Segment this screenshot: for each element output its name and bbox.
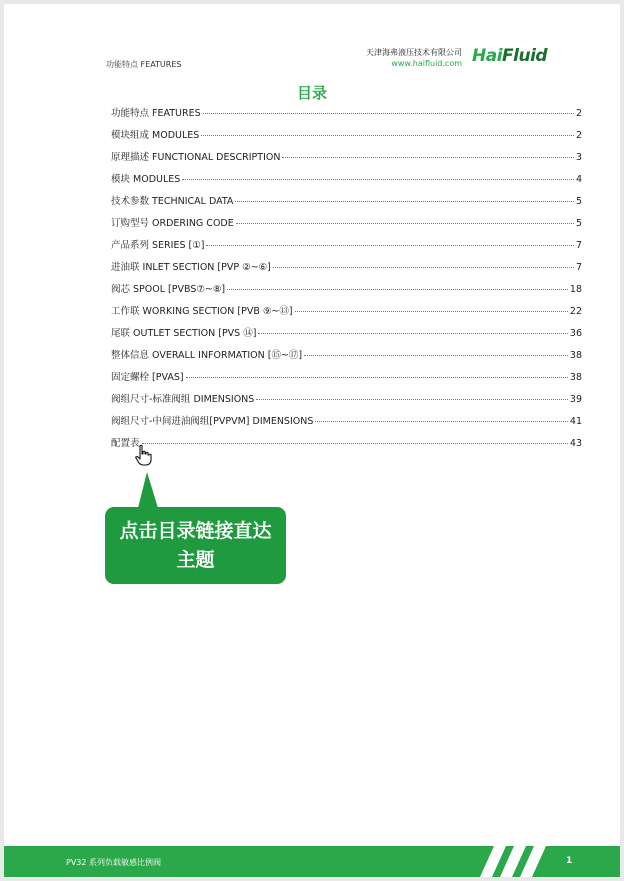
toc-list: [111, 105, 582, 457]
toc-entry-label: 固定螺栓 [PVAS]: [111, 372, 184, 383]
toc-dot-leader: [227, 289, 568, 290]
toc-dot-leader: [295, 311, 568, 312]
toc-title: 目录: [296, 84, 327, 102]
toc-entry[interactable]: [111, 347, 582, 369]
company-info: [366, 47, 462, 69]
footer-stripes-decoration: [480, 846, 573, 877]
toc-entry[interactable]: [111, 369, 582, 391]
toc-entry-page: 2: [575, 130, 582, 141]
toc-entry-page: 5: [575, 196, 582, 207]
toc-entry-page: 3: [575, 152, 582, 163]
toc-dot-leader: [256, 399, 568, 400]
toc-dot-leader: [258, 333, 567, 334]
callout-tooltip: 点击目录链接直达主题: [105, 507, 286, 584]
toc-dot-leader: [282, 157, 573, 158]
toc-entry-label: 原理描述 FUNCTIONAL DESCRIPTION: [111, 152, 281, 163]
toc-dot-leader: [201, 135, 574, 136]
toc-entry[interactable]: [111, 391, 582, 413]
toc-entry-page: 7: [575, 240, 582, 251]
toc-entry-label: 产品系列 SERIES [①]: [111, 240, 205, 251]
haifluid-logo: [472, 46, 584, 66]
toc-entry[interactable]: [111, 127, 582, 149]
toc-entry-label: 模块组成 MODULES: [111, 130, 200, 141]
logo-part-b: Fluid: [502, 46, 548, 66]
toc-dot-leader: [273, 267, 574, 268]
toc-entry-page: 4: [575, 174, 582, 185]
toc-entry-label: 配置表: [111, 438, 140, 449]
toc-entry-label: 功能特点 FEATURES: [111, 108, 201, 119]
toc-entry-page: 5: [575, 218, 582, 229]
toc-dot-leader: [182, 179, 574, 180]
toc-entry-page: 38: [569, 372, 582, 383]
toc-entry[interactable]: [111, 413, 582, 435]
toc-entry-label: 模块 MODULES: [111, 174, 181, 185]
toc-entry-label: 整体信息 OVERALL INFORMATION [⑮~⑰]: [111, 350, 303, 361]
toc-entry-page: 2: [575, 108, 582, 119]
toc-dot-leader: [304, 355, 568, 356]
toc-entry[interactable]: [111, 281, 582, 303]
toc-entry[interactable]: [111, 325, 582, 347]
callout-tail: [138, 472, 158, 508]
toc-dot-leader: [236, 223, 574, 224]
toc-entry-label: 技术参数 TECHNICAL DATA: [111, 196, 234, 207]
toc-dot-leader: [186, 377, 568, 378]
toc-entry-label: 工作联 WORKING SECTION [PVB ⑨~⑬]: [111, 306, 293, 317]
toc-entry[interactable]: [111, 237, 582, 259]
toc-entry[interactable]: [111, 149, 582, 171]
toc-entry-page: 7: [575, 262, 582, 273]
toc-entry-page: 38: [569, 350, 582, 361]
toc-entry-page: 18: [569, 284, 582, 295]
toc-dot-leader: [206, 245, 574, 246]
footer-bar: [4, 846, 620, 877]
toc-entry[interactable]: [111, 435, 582, 457]
document-page: [4, 4, 620, 877]
company-url[interactable]: www.haifluid.com: [391, 59, 462, 68]
footer-page-number: 1: [566, 856, 573, 866]
toc-entry-page: 43: [569, 438, 582, 449]
toc-entry[interactable]: [111, 303, 582, 325]
toc-entry-page: 41: [569, 416, 582, 427]
toc-entry[interactable]: [111, 193, 582, 215]
toc-dot-leader: [315, 421, 568, 422]
toc-entry[interactable]: [111, 105, 582, 127]
hand-pointer-icon: [134, 444, 152, 466]
footer-title: PV32 系列负载敏感比例阀: [66, 858, 162, 867]
toc-entry-page: 39: [569, 394, 582, 405]
toc-entry-label: 进油联 INLET SECTION [PVP ②~⑥]: [111, 262, 271, 273]
toc-entry-label: 阀组尺寸-标准阀组 DIMENSIONS: [111, 394, 255, 405]
toc-entry-label: 阀组尺寸-中间进油阀组[PVPVM] DIMENSIONS: [111, 416, 314, 427]
logo-part-a: Hai: [472, 46, 503, 66]
company-name: 天津海弗液压技术有限公司: [366, 48, 462, 57]
toc-entry-page: 36: [569, 328, 582, 339]
toc-entry[interactable]: [111, 259, 582, 281]
toc-dot-leader: [142, 443, 568, 444]
toc-entry[interactable]: [111, 215, 582, 237]
toc-entry-label: 尾联 OUTLET SECTION [PVS ⑭]: [111, 328, 257, 339]
toc-entry-page: 22: [569, 306, 582, 317]
toc-entry[interactable]: [111, 171, 582, 193]
toc-entry-label: 阀芯 SPOOL [PVBS⑦~⑧]: [111, 284, 226, 295]
toc-entry-label: 订购型号 ORDERING CODE: [111, 218, 234, 229]
toc-dot-leader: [203, 113, 574, 114]
header-section-label: 功能特点 FEATURES: [106, 60, 182, 69]
toc-dot-leader: [235, 201, 574, 202]
